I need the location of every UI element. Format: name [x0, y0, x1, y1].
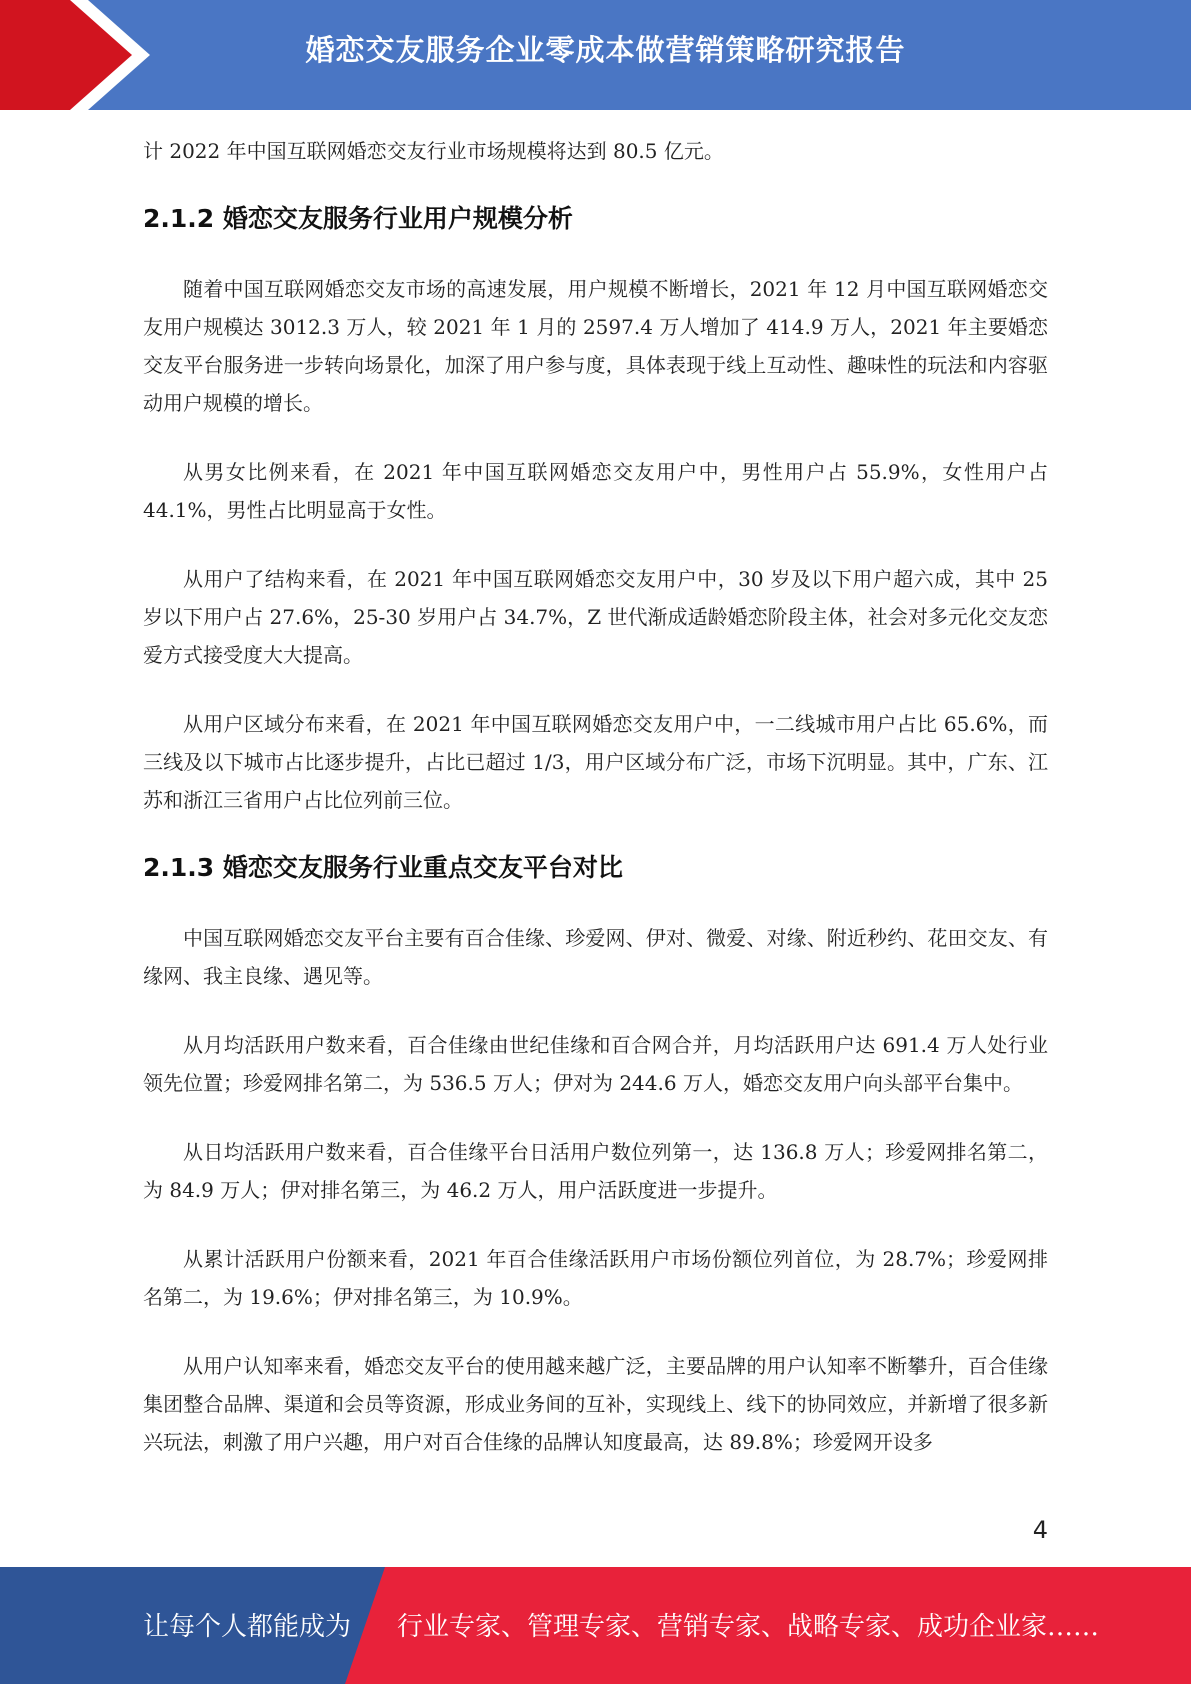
page-footer [0, 1567, 1191, 1684]
paragraph: 从日均活跃用户数来看，百合佳缘平台日活用户数位列第一，达 136.8 万人；珍爱网排名第二，为 84.9 万人；伊对排名第三，为 46.2 万人，用户活跃度进一步提升。 [143, 1140, 1048, 1202]
section-heading-2-1-3: 2.1.3 婚恋交友服务行业重点交友平台对比 [143, 853, 623, 882]
paragraph: 从月均活跃用户数来看，百合佳缘由世纪佳缘和百合网合并，月均活跃用户达 691.4 万人处行业领先位置；珍爱网排名第二，为 536.5 万人；伊对为 244.6 万人，婚恋交友用户向头部平台集中。 [143, 1033, 1048, 1095]
paragraph: 从男女比例来看，在 2021 年中国互联网婚恋交友用户中，男性用户占 55.9%，女性用户占 44.1%，男性占比明显高于女性。 [143, 460, 1048, 522]
paragraph: 从累计活跃用户份额来看，2021 年百合佳缘活跃用户市场份额位列首位，为 28.7%；珍爱网排名第二，为 19.6%；伊对排名第三，为 10.9%。 [143, 1247, 1048, 1309]
footer-slogan-right: 行业专家、管理专家、营销专家、战略专家、成功企业家…… [397, 1612, 1100, 1642]
intro-line: 计 2022 年中国互联网婚恋交友行业市场规模将达到 80.5 亿元。 [143, 139, 724, 163]
paragraph: 从用户了结构来看，在 2021 年中国互联网婚恋交友用户中，30 岁及以下用户超六成，其中 25 岁以下用户占 27.6%，25-30 岁用户占 34.7%，Z 世代渐成适龄婚恋阶段主体，社会对多元化交友恋爱方式接受度大大提高。 [143, 567, 1048, 667]
header-title: 婚恋交友服务企业零成本做营销策略研究报告 [305, 33, 906, 67]
paragraph: 从用户认知率来看，婚恋交友平台的使用越来越广泛，主要品牌的用户认知率不断攀升，百合佳缘集团整合品牌、渠道和会员等资源，形成业务间的互补，实现线上、线下的协同效应，并新增了很多新兴玩法，刺激了用户兴趣，用户对百合佳缘的品牌认知度最高，达 89.8%；珍爱网开设多 [143, 1354, 1048, 1454]
paragraph: 从用户区域分布来看，在 2021 年中国互联网婚恋交友用户中，一二线城市用户占比 65.6%，而三线及以下城市占比逐步提升，占比已超过 1/3，用户区域分布广泛，市场下沉明显。其中，广东、江苏和浙江三省用户占比位列前三位。 [143, 712, 1048, 812]
footer-slogan-left: 让每个人都能成为 [143, 1612, 352, 1642]
page-number: 4 [1032, 1516, 1048, 1544]
section-heading-2-1-2: 2.1.2 婚恋交友服务行业用户规模分析 [143, 204, 573, 233]
paragraph: 中国互联网婚恋交友平台主要有百合佳缘、珍爱网、伊对、微爱、对缘、附近秒约、花田交友、有缘网、我主良缘、遇见等。 [143, 926, 1048, 988]
page-header [0, 0, 1191, 110]
document-body [143, 132, 1048, 1461]
paragraph: 随着中国互联网婚恋交友市场的高速发展，用户规模不断增长，2021 年 12 月中国互联网婚恋交友用户规模达 3012.3 万人，较 2021 年 1 月的 2597.4 万人增加了 414.9 万人，2021 年主要婚恋交友平台服务进一步转向场景化，加深了用户参与度，具体表现于线上互动性、趣味性的玩法和内容驱动用户规模的增长。 [143, 277, 1048, 415]
